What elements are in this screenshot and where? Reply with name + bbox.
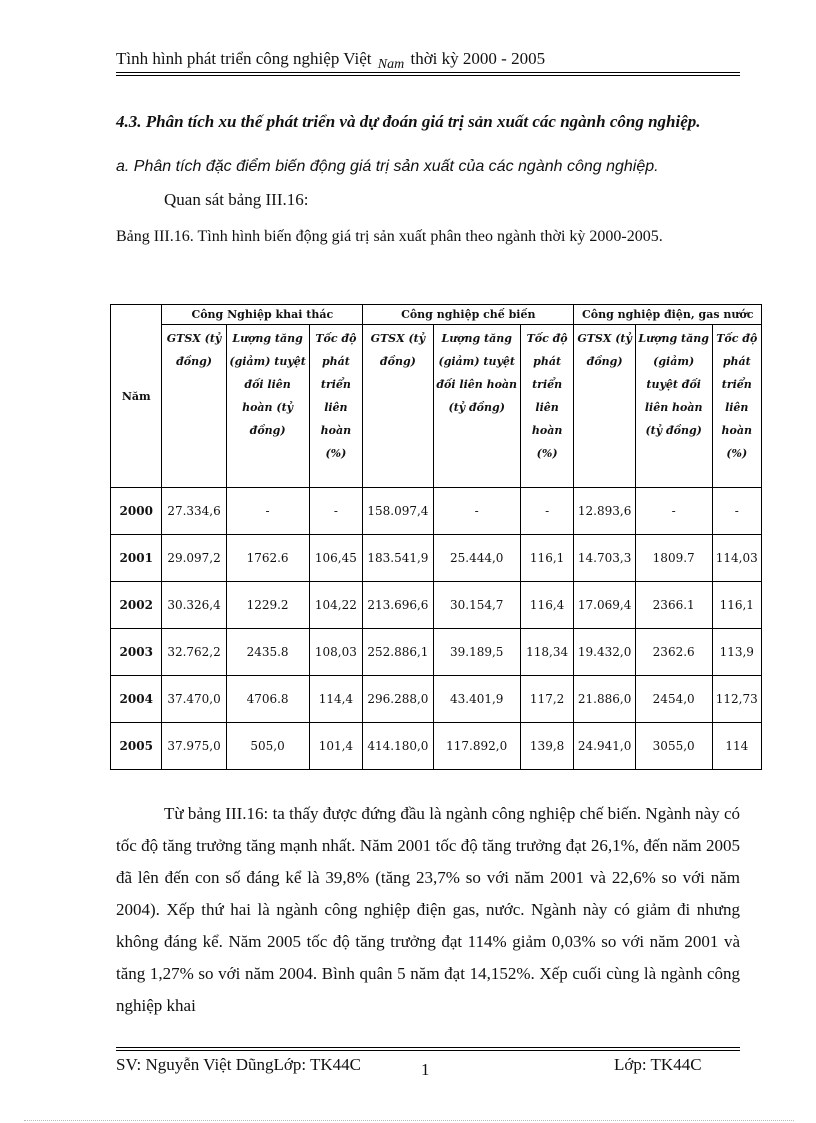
subsection-title: a. Phân tích đặc điểm biến động giá trị sản xuất của các ngành công nghiệp. <box>116 158 659 175</box>
section-title: 4.3. Phân tích xu thế phát triển và dự đoán giá trị sản xuất các ngành công nghiệp. <box>116 112 701 131</box>
sub-header: GTSX (tỷ đồng) <box>574 325 635 488</box>
table-cell: 139,8 <box>520 723 574 770</box>
table-cell: 108,03 <box>309 629 363 676</box>
table-cell: - <box>433 488 520 535</box>
table-cell: 252.886,1 <box>363 629 433 676</box>
table-row <box>111 582 762 629</box>
table-cell: 106,45 <box>309 535 363 582</box>
table-cell: 117,2 <box>520 676 574 723</box>
table-cell: 114 <box>712 723 761 770</box>
table-cell: - <box>712 488 761 535</box>
sub-header: GTSX (tỷ đồng) <box>363 325 433 488</box>
table-cell: 43.401,9 <box>433 676 520 723</box>
table-row <box>111 723 762 770</box>
table-cell: 37.975,0 <box>162 723 226 770</box>
table-cell: 158.097,4 <box>363 488 433 535</box>
table-cell: 32.762,2 <box>162 629 226 676</box>
table-cell: 27.334,6 <box>162 488 226 535</box>
page-bottom-edge <box>24 1120 794 1121</box>
table-cell: 118,34 <box>520 629 574 676</box>
table-cell: 1762.6 <box>226 535 309 582</box>
table-cell: 114,4 <box>309 676 363 723</box>
table-cell: 21.886,0 <box>574 676 635 723</box>
table-cell: 414.180,0 <box>363 723 433 770</box>
table-cell: 19.432,0 <box>574 629 635 676</box>
body-text <box>116 798 740 1022</box>
table-cell: 1809.7 <box>635 535 712 582</box>
table-cell: 37.470,0 <box>162 676 226 723</box>
table-cell: 3055,0 <box>635 723 712 770</box>
table-cell: 116,4 <box>520 582 574 629</box>
body-paragraph: Từ bảng III.16: ta thấy được đứng đầu là ngành công nghiệp chế biến. Ngành này có tốc độ tăng trưởng tăng mạnh nhất. Năm 2001 tốc độ tăng trưởng đạt 26,1%, đến năm 2005 đã lên đến con số đáng kể là 39,8% (tăng 23,7% so với năm 2001 và 22,6% so với năm 2004). Xếp thứ hai là ngành công nghiệp điện gas, nước. Ngành này có giảm đi nhưng không đáng kể. Năm 2005 tốc độ tăng trưởng đạt 114% giảm 0,03% so với năm 2001 và tăng 1,27% so với năm 2004. Bình quân 5 năm đạt 14,152%. Xếp cuối cùng là ngành công nghiệp khai <box>116 804 740 1015</box>
table-cell: 116,1 <box>520 535 574 582</box>
year-cell: 2001 <box>111 535 162 582</box>
footer-rule-double <box>116 1050 740 1051</box>
year-header: Năm <box>111 305 162 488</box>
table-cell: - <box>635 488 712 535</box>
intro-line: Quan sát bảng III.16: <box>164 190 309 209</box>
table-row <box>111 535 762 582</box>
table-cell: 24.941,0 <box>574 723 635 770</box>
table-cell: 29.097,2 <box>162 535 226 582</box>
table-cell: 112,73 <box>712 676 761 723</box>
table-cell: 183.541,9 <box>363 535 433 582</box>
header-rule <box>116 72 740 73</box>
year-cell: 2002 <box>111 582 162 629</box>
sub-header: Lượng tăng (giảm) tuyệt đối liên hoàn (tỷ đồng) <box>226 325 309 488</box>
page-number: 1 <box>421 1060 430 1079</box>
year-cell: 2005 <box>111 723 162 770</box>
table-caption: Bảng III.16. Tình hình biến động giá trị sản xuất phân theo ngành thời kỳ 2000-2005. <box>116 228 663 245</box>
sub-header: Tốc độ phát triển liên hoàn (%) <box>520 325 574 488</box>
footer-rule <box>116 1047 740 1048</box>
table-row <box>111 629 762 676</box>
table-cell: 113,9 <box>712 629 761 676</box>
group-header-processing: Công nghiệp chế biến <box>363 305 574 325</box>
data-table <box>110 304 762 770</box>
year-cell: 2000 <box>111 488 162 535</box>
table-cell: - <box>309 488 363 535</box>
sub-header: Lượng tăng (giảm) tuyệt đối liên hoàn (tỷ đồng) <box>433 325 520 488</box>
table-cell: 30.154,7 <box>433 582 520 629</box>
table-cell: 17.069,4 <box>574 582 635 629</box>
group-header-utilities: Công nghiệp điện, gas nước <box>574 305 762 325</box>
footer-left: SV: Nguyễn Việt DũngLớp: TK44C <box>116 1055 362 1074</box>
table-cell: - <box>520 488 574 535</box>
table-cell: 39.189,5 <box>433 629 520 676</box>
table-cell: 14.703,3 <box>574 535 635 582</box>
header-title-italic: Nam <box>377 57 405 72</box>
header-title-before: Tình hình phát triển công nghiệp Việt <box>116 49 372 68</box>
table-body <box>111 488 762 770</box>
sub-header: GTSX (tỷ đồng) <box>162 325 226 488</box>
table-cell: 114,03 <box>712 535 761 582</box>
table-cell: 25.444,0 <box>433 535 520 582</box>
table-cell: 104,22 <box>309 582 363 629</box>
table-cell: 12.893,6 <box>574 488 635 535</box>
table-cell: 2362.6 <box>635 629 712 676</box>
sub-header: Tốc độ phát triển liên hoàn (%) <box>309 325 363 488</box>
table-cell: - <box>226 488 309 535</box>
table-cell: 296.288,0 <box>363 676 433 723</box>
group-header-mining: Công Nghiệp khai thác <box>162 305 363 325</box>
table-row <box>111 676 762 723</box>
table-cell: 116,1 <box>712 582 761 629</box>
table-cell: 4706.8 <box>226 676 309 723</box>
header-rule-double <box>116 75 740 76</box>
footer-right: Lớp: TK44C <box>614 1055 702 1074</box>
table-cell: 213.696,6 <box>363 582 433 629</box>
table-cell: 505,0 <box>226 723 309 770</box>
table-cell: 101,4 <box>309 723 363 770</box>
table-cell: 117.892,0 <box>433 723 520 770</box>
year-cell: 2004 <box>111 676 162 723</box>
sub-header: Tốc độ phát triển liên hoàn (%) <box>712 325 761 488</box>
table-row <box>111 488 762 535</box>
table-cell: 1229.2 <box>226 582 309 629</box>
table-cell: 30.326,4 <box>162 582 226 629</box>
page-header <box>116 48 740 72</box>
year-cell: 2003 <box>111 629 162 676</box>
table-cell: 2366.1 <box>635 582 712 629</box>
header-title-after: thời kỳ 2000 - 2005 <box>410 49 546 68</box>
sub-header: Lượng tăng (giảm) tuyệt đối liên hoàn (tỷ đồng) <box>635 325 712 488</box>
table-cell: 2435.8 <box>226 629 309 676</box>
table-cell: 2454,0 <box>635 676 712 723</box>
